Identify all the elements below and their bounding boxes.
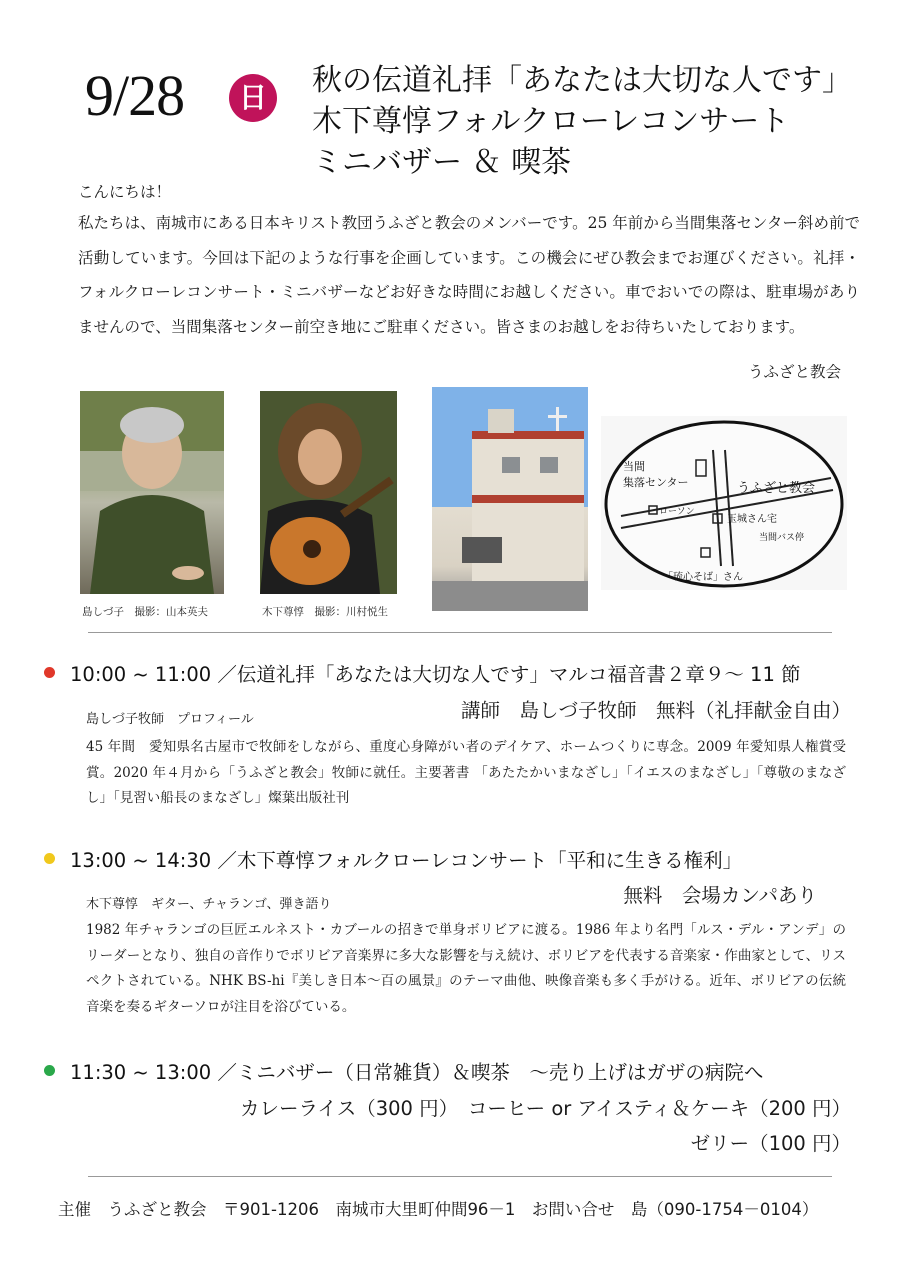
- schedule-1-profile-label: 島しづ子牧師 プロフィール: [86, 712, 254, 727]
- map-label-center-1: 当間: [623, 460, 645, 473]
- bullet-red-icon: [44, 667, 55, 678]
- divider-bottom: [88, 1176, 832, 1177]
- bazaar-menu-line-2: ゼリー（100 円）: [690, 1132, 851, 1155]
- schedule-2-profile-label: 木下尊惇 ギター、チャランゴ、弾き語り: [86, 897, 332, 912]
- intro-paragraph: 私たちは、南城市にある日本キリスト教団うふざと教会のメンバーです。25 年前から当間集落センター斜め前で活動しています。今回は下記のような行事を企画しています。この機会にぜひ教会までお運びください。礼拝・フォルクローレコンサート・ミニバザーなどお好きな時間にお越しください。車でおいでの際は、駐車場がありませんので、当間集落センター前空き地にご駐車ください。皆さまのお越しをお待ちいたしております。: [78, 214, 860, 336]
- map-label-lawson: ローソン: [659, 507, 695, 517]
- schedule-1-title: ／伝道礼拝「あなたは大切な人です」マルコ福音書２章９～ 11 節: [217, 663, 801, 686]
- map-label-soba: 「琉心そば」さん: [663, 572, 743, 583]
- divider-top: [88, 632, 832, 633]
- event-date: 9/28: [85, 63, 185, 128]
- schedule-2-heading: [70, 845, 742, 873]
- schedule-3-time: 11:30 ~ 13:00: [70, 1061, 212, 1084]
- schedule-3-title: ／ミニバザー（日常雑貨）＆喫茶 ～売り上げはガザの病院へ: [217, 1061, 764, 1084]
- title-line-3: ミニバザー ＆ 喫茶: [312, 145, 572, 180]
- hand-drawn-map: [601, 416, 847, 590]
- church-signature: うふざと教会: [748, 363, 842, 381]
- schedule-2-profile: 1982 年チャランゴの巨匠エルネスト・カブールの招きで単身ボリビアに渡る。1986 年より名門「ルス・デル・アンデ」のリーダーとなり、独自の音作りでボリビア音楽界に多大な影響を与え続け、ボリビアを代表する音楽家・作曲家として、リスペクトされている。NHK BS-hi『美しき日本〜百の風景』のテーマ曲他、映像音楽も多く手がける。近年、ボリビアの伝統音楽を奏るギターソロが注目を浴びている。: [86, 922, 846, 1015]
- schedule-1-profile: 45 年間 愛知県名古屋市で牧師をしながら、重度心身障がい者のデイケア、ホームつくりに専念。2009 年愛知県人権賞受賞。2020 年４月から「うふざと教会」牧師に就任。主要著書 「あたたかいまなざし」「イエスのまなざし」「尊敬のまなざし」「見習い船長のまなざし」燦葉出版社刊: [86, 739, 846, 806]
- schedule-1-heading: [70, 659, 801, 687]
- photo-caption-kinoshita: 木下尊惇 撮影：川村悦生: [262, 606, 388, 618]
- photo-kinoshita: [260, 391, 397, 594]
- greeting: こんにちは！: [78, 183, 172, 201]
- photo-church-building: [432, 387, 588, 611]
- map-label-church: うふざと教会: [737, 481, 816, 496]
- weekday-badge: 日: [229, 74, 277, 122]
- map-label-center-2: 集落センター: [623, 476, 689, 489]
- schedule-2-time: 13:00 ~ 14:30: [70, 849, 212, 872]
- title-line-2: 木下尊惇フォルクローレコンサート: [312, 104, 790, 139]
- bullet-yellow-icon: [44, 853, 55, 864]
- schedule-3-heading: [70, 1057, 763, 1085]
- bullet-green-icon: [44, 1065, 55, 1076]
- bazaar-menu-line-1: カレーライス（300 円） コーヒー or アイスティ＆ケーキ（200 円）: [240, 1097, 851, 1120]
- photo-shima: [80, 391, 224, 594]
- title-line-1: 秋の伝道礼拝「あなたは大切な人です」: [312, 63, 852, 98]
- map-label-tamaki: 玉城さん宅: [727, 514, 777, 525]
- footer-contact: 主催 うふざと教会 〒901-1206 南城市大里町仲間96－1 お問い合せ 島（090-1754－0104）: [58, 1200, 819, 1219]
- schedule-2-sub: 無料 会場カンパあり: [623, 884, 817, 907]
- schedule-1-time: 10:00 ~ 11:00: [70, 663, 212, 686]
- schedule-2-title: ／木下尊惇フォルクローレコンサート「平和に生きる権利」: [217, 849, 743, 872]
- photo-caption-shima: 島しづ子 撮影：山本英夫: [82, 606, 208, 618]
- schedule-1-sub: 講師 島しづ子牧師 無料（礼拝献金自由）: [460, 699, 851, 722]
- map-label-bus: 当間バス停: [759, 533, 805, 543]
